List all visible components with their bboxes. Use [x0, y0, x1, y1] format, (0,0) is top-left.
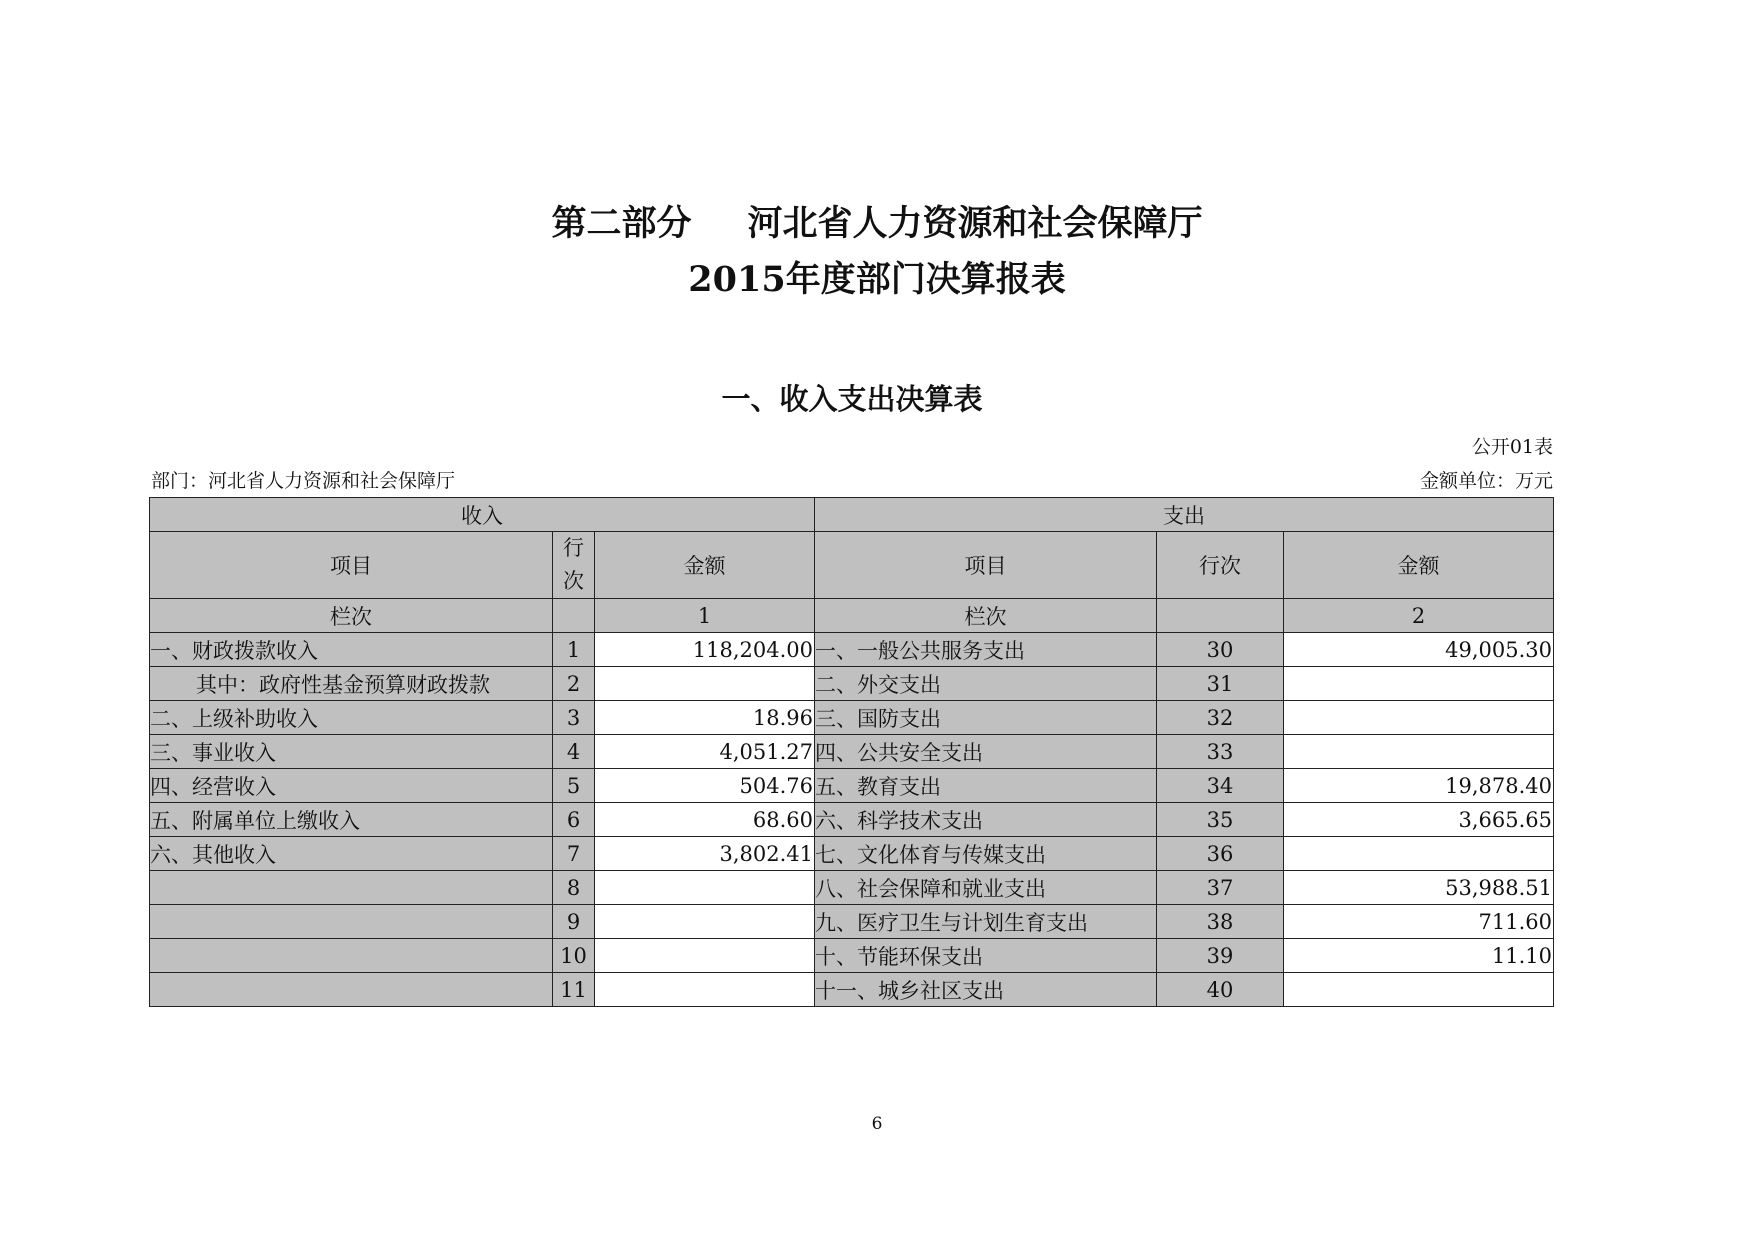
section-title: 一、收入支出决算表: [721, 382, 983, 416]
expense-amount: [1284, 701, 1554, 735]
expense-amount: [1284, 837, 1554, 871]
expense-row-no: 31: [1157, 667, 1284, 701]
income-amount: 3,802.41: [595, 837, 815, 871]
income-item: [150, 905, 553, 939]
expense-item: 一、一般公共服务支出: [815, 633, 1157, 667]
income-item: 其中：政府性基金预算财政拨款: [150, 667, 553, 701]
table-row: [150, 905, 1554, 939]
form-number: 公开01表: [1471, 436, 1553, 458]
col-row-no: 行 次: [553, 532, 595, 599]
expense-row-no: 32: [1157, 701, 1284, 735]
table-row: [150, 939, 1554, 973]
index-1: 1: [595, 599, 815, 633]
income-item: [150, 973, 553, 1007]
income-row-no: 4: [553, 735, 595, 769]
table-row: [150, 769, 1554, 803]
expense-row-no: 40: [1157, 973, 1284, 1007]
income-amount: 504.76: [595, 769, 815, 803]
income-row-no: 8: [553, 871, 595, 905]
income-amount: [595, 667, 815, 701]
expense-amount: 711.60: [1284, 905, 1554, 939]
income-row-no: 10: [553, 939, 595, 973]
income-item: 二、上级补助收入: [150, 701, 553, 735]
income-item: 五、附属单位上缴收入: [150, 803, 553, 837]
expense-amount: 53,988.51: [1284, 871, 1554, 905]
expense-amount: [1284, 973, 1554, 1007]
income-row-no: 5: [553, 769, 595, 803]
col-item: 项目: [815, 532, 1157, 599]
col-row-no: 行次: [1157, 532, 1284, 599]
income-row-no: 11: [553, 973, 595, 1007]
department-label: 部门：河北省人力资源和社会保障厅: [151, 470, 456, 492]
expense-row-no: 37: [1157, 871, 1284, 905]
expense-amount: [1284, 735, 1554, 769]
table-row: [150, 701, 1554, 735]
unit-label: 金额单位：万元: [1419, 470, 1553, 492]
income-row-no: 9: [553, 905, 595, 939]
income-amount: 118,204.00: [595, 633, 815, 667]
income-row-no: 7: [553, 837, 595, 871]
table-row: [150, 735, 1554, 769]
income-item: 一、财政拨款收入: [150, 633, 553, 667]
index-empty: [1157, 599, 1284, 633]
table-row: [150, 667, 1554, 701]
page-title: [0, 196, 1754, 246]
index-label: 栏次: [150, 599, 553, 633]
expense-amount: [1284, 667, 1554, 701]
table-row: [150, 803, 1554, 837]
income-row-no: 2: [553, 667, 595, 701]
income-amount: [595, 905, 815, 939]
income-amount: 18.96: [595, 701, 815, 735]
expense-amount: 3,665.65: [1284, 803, 1554, 837]
title-org: 河北省人力资源和社会保障厅: [747, 203, 1203, 244]
income-item: 四、经营收入: [150, 769, 553, 803]
expense-row-no: 30: [1157, 633, 1284, 667]
expense-item: 三、国防支出: [815, 701, 1157, 735]
income-row-no: 6: [553, 803, 595, 837]
expense-header: 支出: [815, 498, 1554, 532]
title-part: 第二部分: [551, 203, 692, 244]
income-amount: 4,051.27: [595, 735, 815, 769]
table-row: [150, 837, 1554, 871]
income-amount: [595, 939, 815, 973]
page-number: 6: [871, 1114, 883, 1134]
income-header: 收入: [150, 498, 815, 532]
expense-item: 九、医疗卫生与计划生育支出: [815, 905, 1157, 939]
income-row-no: 1: [553, 633, 595, 667]
table-row: [150, 871, 1554, 905]
expense-item: 五、教育支出: [815, 769, 1157, 803]
expense-item: 二、外交支出: [815, 667, 1157, 701]
index-empty: [553, 599, 595, 633]
expense-row-no: 33: [1157, 735, 1284, 769]
expense-amount: 11.10: [1284, 939, 1554, 973]
income-item: 六、其他收入: [150, 837, 553, 871]
expense-item: 八、社会保障和就业支出: [815, 871, 1157, 905]
expense-item: 六、科学技术支出: [815, 803, 1157, 837]
expense-item: 七、文化体育与传媒支出: [815, 837, 1157, 871]
expense-item: 十一、城乡社区支出: [815, 973, 1157, 1007]
page-title-line2: 2015年度部门决算报表: [688, 259, 1066, 300]
income-row-no: 3: [553, 701, 595, 735]
index-2: 2: [1284, 599, 1554, 633]
col-amount: 金额: [1284, 532, 1554, 599]
income-amount: 68.60: [595, 803, 815, 837]
income-amount: [595, 871, 815, 905]
index-label: 栏次: [815, 599, 1157, 633]
income-item: 三、事业收入: [150, 735, 553, 769]
income-expense-table: [149, 497, 1554, 1007]
expense-item: 十、节能环保支出: [815, 939, 1157, 973]
expense-row-no: 35: [1157, 803, 1284, 837]
table-row: [150, 633, 1554, 667]
expense-amount: 49,005.30: [1284, 633, 1554, 667]
expense-row-no: 39: [1157, 939, 1284, 973]
income-item: [150, 871, 553, 905]
col-amount: 金额: [595, 532, 815, 599]
income-amount: [595, 973, 815, 1007]
table-row: [150, 973, 1554, 1007]
col-item: 项目: [150, 532, 553, 599]
expense-amount: 19,878.40: [1284, 769, 1554, 803]
expense-row-no: 38: [1157, 905, 1284, 939]
expense-row-no: 34: [1157, 769, 1284, 803]
expense-row-no: 36: [1157, 837, 1284, 871]
expense-item: 四、公共安全支出: [815, 735, 1157, 769]
income-item: [150, 939, 553, 973]
